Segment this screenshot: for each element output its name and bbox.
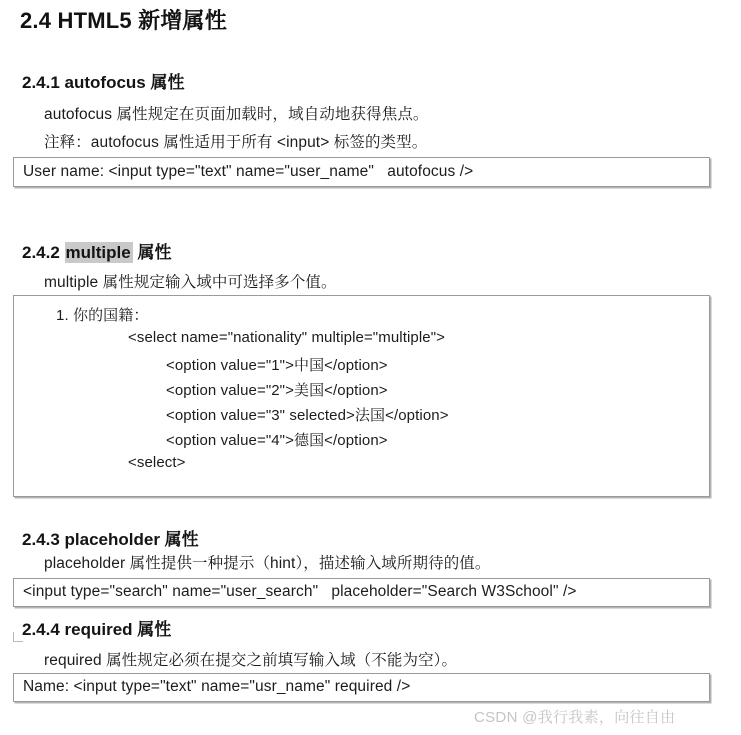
code-line: <select>: [128, 454, 186, 471]
selection-corner-mark: [13, 632, 23, 642]
heading-suffix: 属性: [137, 243, 172, 262]
code-line: <input type="search" name="user_search" placeholder="Search W3School" />: [23, 583, 577, 600]
paragraph-required-1: required 属性规定必须在提交之前填写输入域（不能为空）。: [44, 652, 458, 669]
code-line: 1. 你的国籍：: [56, 307, 149, 324]
paragraph-autofocus-2: 注释：autofocus 属性适用于所有 <input> 标签的类型。: [44, 134, 428, 151]
code-line: <option value="3" selected>法国</option>: [166, 407, 449, 424]
heading-number: 2.4.2: [22, 243, 60, 262]
code-block-placeholder: [13, 578, 710, 607]
code-block-multiple: [13, 295, 710, 497]
code-line: Name: <input type="text" name="usr_name" required />: [23, 678, 411, 695]
section-heading-required: 2.4.4 required 属性: [22, 620, 172, 639]
page-title: 2.4 HTML5 新增属性: [20, 8, 227, 33]
code-line: <option value="1">中国</option>: [166, 357, 388, 374]
code-line: <option value="4">德国</option>: [166, 432, 388, 449]
section-heading-placeholder: 2.4.3 placeholder 属性: [22, 530, 199, 549]
code-line: User name: <input type="text" name="user_name" autofocus />: [23, 163, 474, 180]
csdn-watermark: CSDN @我行我素，向往自由: [474, 709, 676, 726]
paragraph-placeholder-1: placeholder 属性提供一种提示（hint），描述输入域所期待的值。: [44, 555, 491, 572]
section-heading-multiple: [22, 238, 171, 263]
code-line: <option value="2">美国</option>: [166, 382, 388, 399]
paragraph-multiple-1: multiple 属性规定输入域中可选择多个值。: [44, 274, 337, 291]
heading-term-highlighted: multiple: [65, 243, 131, 262]
code-line: <select name="nationality" multiple="multiple">: [128, 329, 445, 346]
section-heading-autofocus: 2.4.1 autofocus 属性: [22, 73, 185, 92]
code-block-autofocus: [13, 157, 710, 187]
paragraph-autofocus-1: autofocus 属性规定在页面加载时，域自动地获得焦点。: [44, 106, 429, 123]
code-block-required: [13, 673, 710, 702]
